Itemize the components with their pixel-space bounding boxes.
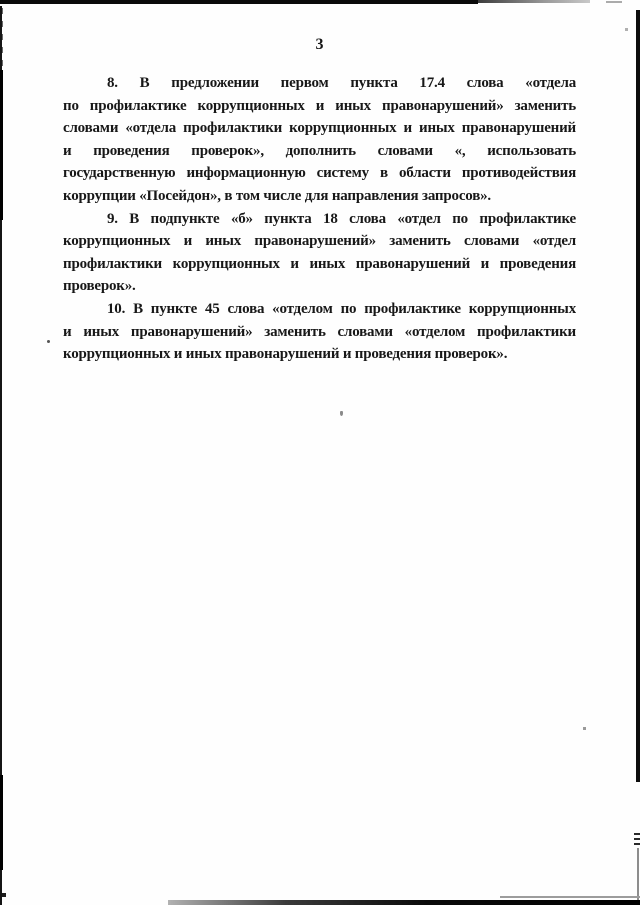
text-line: проверок». — [63, 278, 136, 295]
page-number: 3 — [315, 36, 324, 53]
scan-edge-top-fade — [478, 0, 590, 3]
scan-edge-left-dashes — [2, 8, 3, 72]
scan-edge-right-ticks — [634, 833, 640, 847]
text-line: 9. В подпункте «б» пункта 18 слова «отдел по профилактике — [107, 210, 576, 227]
document-body — [63, 72, 576, 366]
text-line: по профилактике коррупционных и иных правонарушений» заменить — [63, 97, 576, 114]
paragraph-8 — [63, 72, 576, 208]
text-line: коррупционных и иных правонарушений и проведения проверок». — [63, 346, 508, 363]
text-line: и проведения проверок», дополнить словами «, использовать — [63, 142, 576, 159]
text-line: 10. В пункте 45 слова «отделом по профилактике коррупционных — [107, 300, 576, 317]
scan-speck-right — [583, 727, 586, 730]
text-line: государственную информационную систему в области противодействия — [63, 165, 576, 182]
scan-edge-bottom — [168, 900, 640, 905]
scan-speck-center — [340, 411, 343, 416]
text-line: словами «отдела профилактики коррупционных и иных правонарушений — [63, 120, 576, 137]
paragraph-9 — [63, 208, 576, 298]
text-line: коррупции «Посейдон», в том числе для направления запросов». — [63, 187, 491, 204]
text-line: коррупционных и иных правонарушений» заменить словами «отдел — [63, 233, 576, 250]
scan-speck-bottom-left — [2, 893, 6, 897]
scan-edge-top — [0, 0, 478, 4]
scan-edge-left-thick-lower — [0, 775, 3, 870]
scan-speck-top-right — [625, 28, 628, 31]
scan-edge-right-thin — [637, 848, 639, 903]
scan-edge-bottom-thin — [500, 896, 640, 898]
text-line: профилактики коррупционных и иных правонарушений и проведения — [63, 255, 576, 272]
scan-speck-left-margin — [47, 340, 50, 343]
text-line: и иных правонарушений» заменить словами «отделом профилактики — [63, 323, 576, 340]
scan-edge-top-dash — [606, 1, 622, 3]
paragraph-10 — [63, 298, 576, 366]
scan-edge-left-thick-upper — [0, 70, 3, 220]
scan-edge-right — [636, 10, 640, 782]
text-line: 8. В предложении первом пункта 17.4 слова «отдела — [107, 75, 576, 91]
